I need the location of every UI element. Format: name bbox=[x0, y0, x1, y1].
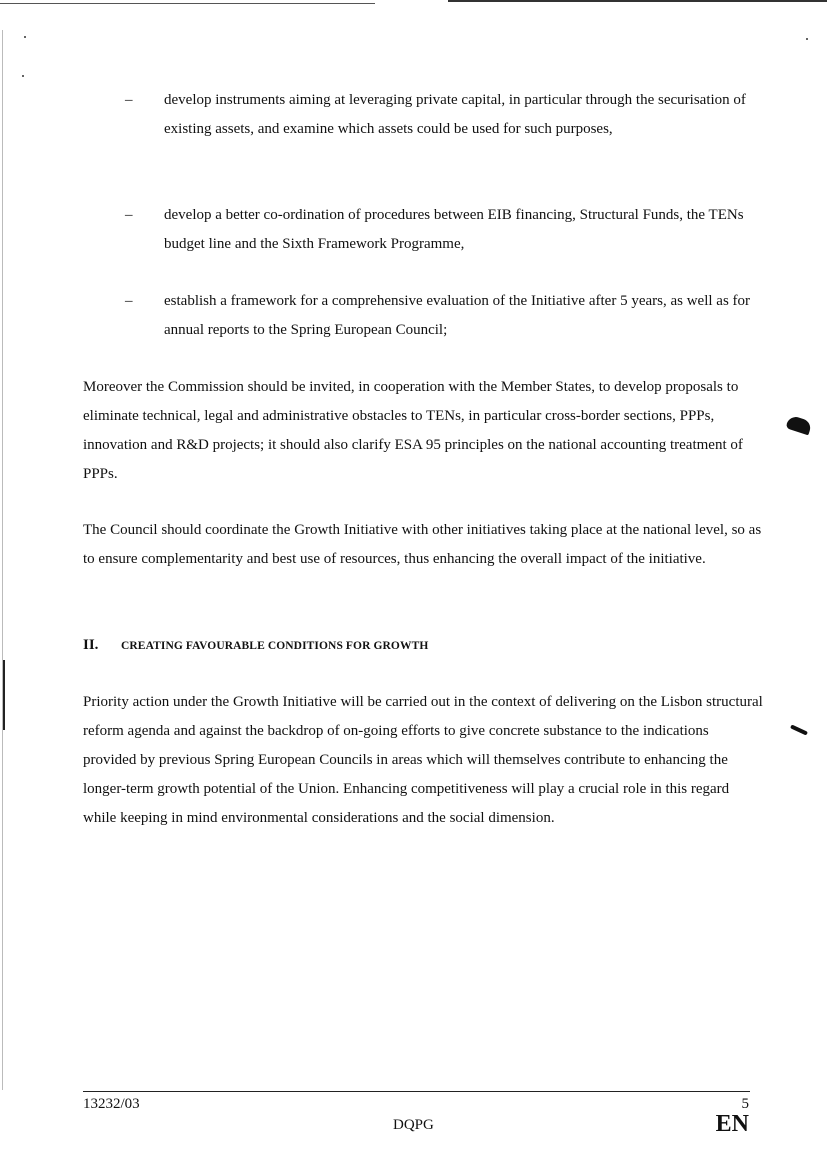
bullet-marker: – bbox=[125, 92, 133, 108]
section-title: CREATING FAVOURABLE CONDITIONS FOR GROWTH bbox=[121, 640, 429, 652]
scan-smudge bbox=[790, 724, 808, 735]
scan-top-line-left bbox=[0, 3, 375, 4]
footer-reference: 13232/03 bbox=[83, 1096, 140, 1112]
scan-left-edge bbox=[2, 30, 3, 1090]
footer-department: DQPG bbox=[393, 1117, 434, 1133]
scan-speck bbox=[22, 75, 24, 77]
footer-rule bbox=[83, 1091, 750, 1092]
scan-left-edge-mark bbox=[3, 660, 5, 730]
bullet-text: develop instruments aiming at leveraging private capital, in particular through the securisation of existing assets, and examine which assets could be used for such purposes, bbox=[164, 92, 746, 137]
scan-smudge bbox=[785, 415, 812, 436]
bullet-marker: – bbox=[125, 207, 133, 223]
scan-speck bbox=[806, 38, 808, 40]
scan-speck bbox=[24, 36, 26, 38]
paragraph-commission: Moreover the Commission should be invited, in cooperation with the Member States, to develop proposals to eliminate technical, legal and administrative obstacles to TENs, in particular cross-border sections, PPPs, innovation and R&D projects; it should also clarify ESA 95 principles on the national accounting treatment of PPPs. bbox=[83, 379, 743, 482]
section-number: II. bbox=[83, 637, 99, 653]
bullet-text: develop a better co-ordination of procedures between EIB financing, Structural Funds, the TENs budget line and the Sixth Framework Programme, bbox=[164, 207, 744, 252]
language-code: EN bbox=[715, 1111, 749, 1137]
bullet-text: establish a framework for a comprehensive evaluation of the Initiative after 5 years, as well as for annual reports to the Spring European Council; bbox=[164, 293, 751, 338]
page-number: 5 bbox=[741, 1096, 749, 1112]
section-heading bbox=[83, 634, 428, 657]
bullet-marker: – bbox=[125, 293, 133, 309]
paragraph-priority: Priority action under the Growth Initiative will be carried out in the context of delivering on the Lisbon structural reform agenda and against the backdrop of on-going efforts to give concrete substance to the indications provided by previous Spring European Councils in areas which will themselves contribute to enhancing the longer-term growth potential of the Union. Enhancing competitiveness will play a crucial role in this regard while keeping in mind environmental considerations and the social dimension. bbox=[83, 694, 763, 826]
scan-top-line-right bbox=[448, 0, 827, 2]
paragraph-council: The Council should coordinate the Growth Initiative with other initiatives taking place at the national level, so as to ensure complementarity and best use of resources, thus enhancing the overall impact of the initiative. bbox=[83, 522, 762, 567]
